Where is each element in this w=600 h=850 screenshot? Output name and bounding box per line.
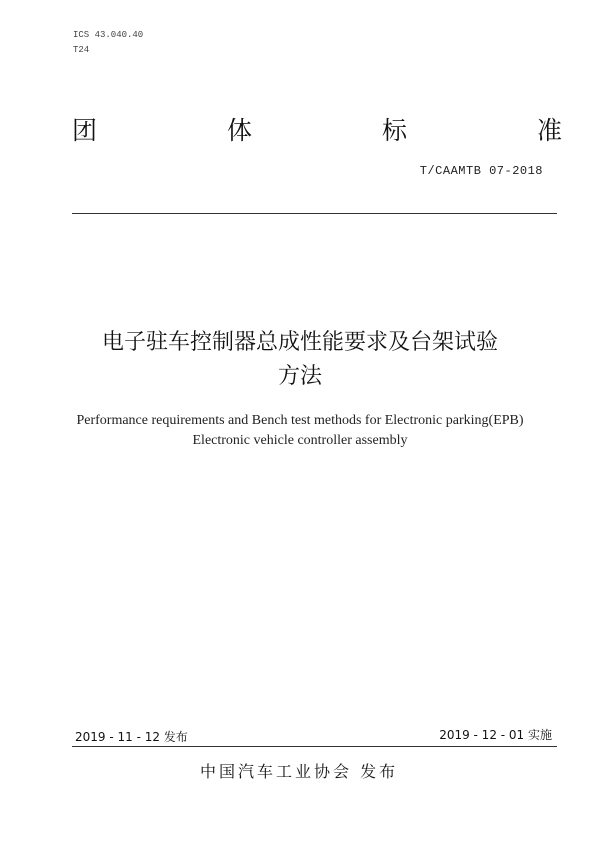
ics-code: ICS 43.040.40 bbox=[73, 30, 144, 40]
implement-date: 2019 - 12 - 01 实施 bbox=[439, 728, 552, 742]
bottom-divider bbox=[72, 746, 557, 747]
standard-type-char: 准 bbox=[536, 116, 562, 145]
standard-type-char: 体 bbox=[226, 116, 252, 145]
publish-date: 2019 - 11 - 12 发布 bbox=[75, 730, 188, 744]
title-chinese bbox=[50, 326, 550, 394]
title-english bbox=[40, 411, 560, 451]
title-english-line-2: Electronic vehicle controller assembly bbox=[192, 433, 408, 448]
standard-number: T/CAAMTB 07-2018 bbox=[419, 164, 543, 178]
title-chinese-line-2: 方法 bbox=[277, 364, 322, 389]
title-english-line-1: Performance requirements and Bench test methods for Electronic parking(EPB) bbox=[76, 413, 524, 428]
top-divider bbox=[72, 213, 557, 214]
title-chinese-line-1: 电子驻车控制器总成性能要求及台架试验 bbox=[101, 330, 498, 355]
standard-type-char: 团 bbox=[72, 116, 98, 145]
standard-type bbox=[72, 116, 562, 146]
publisher: 中国汽车工业协会 发布 bbox=[200, 762, 399, 781]
ccs-code: T24 bbox=[73, 45, 90, 55]
standard-type-char: 标 bbox=[381, 116, 407, 145]
